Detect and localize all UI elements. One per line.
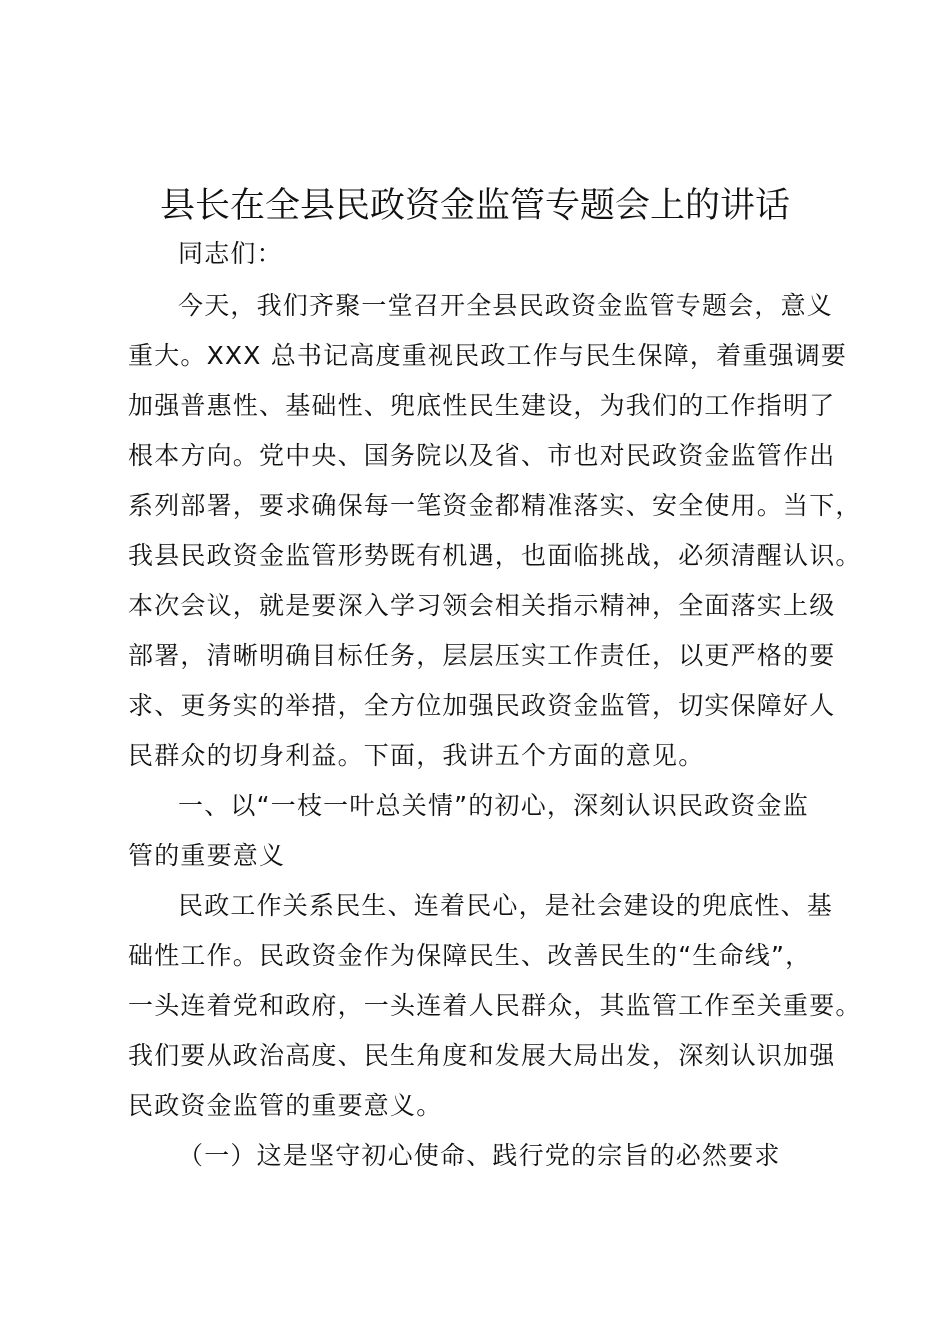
paragraph-line: 今天，我们齐聚一堂召开全县民政资金监管专题会，意义 (178, 291, 834, 320)
paragraph-line: 我们要从政治高度、民生角度和发展大局出发，深刻认识加强 (128, 1041, 836, 1070)
paragraph-line: 我县民政资金监管形势既有机遇，也面临挑战，必须清醒认识。 (128, 541, 862, 570)
section-heading: 管的重要意义 (128, 841, 286, 870)
salutation: 同志们： (178, 239, 283, 268)
section-heading: 一、以“一枝一叶总关情”的初心，深刻认识民政资金监 (178, 791, 809, 820)
paragraph-line: 础性工作。民政资金作为保障民生、改善民生的“生命线”， (128, 941, 812, 970)
paragraph-line: 根本方向。党中央、国务院以及省、市也对民政资金监管作出 (128, 441, 836, 470)
paragraph-line: 加强普惠性、基础性、兜底性民生建设，为我们的工作指明了 (128, 391, 836, 420)
subsection-heading: （一）这是坚守初心使命、践行党的宗旨的必然要求 (178, 1141, 781, 1170)
paragraph-line: 求、更务实的举措，全方位加强民政资金监管，切实保障好人 (128, 691, 836, 720)
paragraph-line: 部署，清晰明确目标任务，层层压实工作责任，以更严格的要 (128, 641, 836, 670)
paragraph-line: 系列部署，要求确保每一笔资金都精准落实、安全使用。当下， (128, 491, 862, 520)
paragraph-line: 重大。XXX 总书记高度重视民政工作与民生保障，着重强调要 (128, 341, 848, 370)
document-title: 县长在全县民政资金监管专题会上的讲话 (159, 186, 790, 226)
paragraph-line: 一头连着党和政府，一头连着人民群众，其监管工作至关重要。 (128, 991, 862, 1020)
paragraph-line: 民政工作关系民生、连着民心，是社会建设的兜底性、基 (178, 891, 834, 920)
paragraph-line: 本次会议，就是要深入学习领会相关指示精神，全面落实上级 (128, 591, 836, 620)
paragraph-line: 民政资金监管的重要意义。 (128, 1091, 443, 1120)
paragraph-line: 民群众的切身利益。下面，我讲五个方面的意见。 (128, 741, 705, 770)
